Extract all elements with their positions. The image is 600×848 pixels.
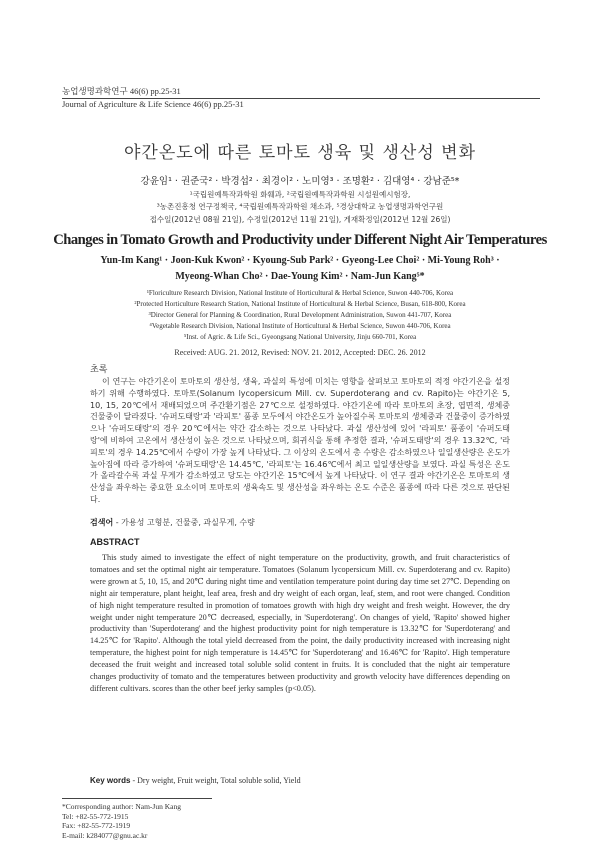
- affiliation-en-5: ⁵Inst. of Agric. & Life Sci., Gyeongsang National University, Jinju 660-701, Korea: [183, 333, 417, 341]
- keywords-kr-list: - 가용성 고형분, 건물중, 과실무게, 수량: [113, 518, 255, 527]
- affiliation-kr-2: ³농촌진흥청 연구정책국, ⁴국립원예특작과학원 채소과, ⁵경상대학교 농업생명과학연구원: [156, 202, 444, 211]
- title-en: Changes in Tomato Growth and Productivity under Different Night Air Temperatures: [53, 232, 547, 248]
- telephone: Tel: +82-55-772-1915: [62, 811, 129, 821]
- authors-en-line1: Yun-Im Kang¹ · Joon-Kuk Kwon² · Kyoung-Sub Park² · Gyeong-Lee Choi² · Mi-Young Roh³ ·: [100, 255, 500, 266]
- abstract-en: This study aimed to investigate the effect of night temperature on the productivity, growth, and fruit characteristics of tomatoes and set the optimal night air temperature. Tomatoes (Solanum lycopersicum Mill. cv. Superdoterang and cv. Rapito) were grown at 5, 10, 15, and 20℃ during night time and ventilation temperature point during day time set 27℃. Depending on night air temperature, plant height, leaf area, fresh and dry weight of each organ, leaf, stem, and root were changed. Condition of high night temperature resulted in promotion of tomatoes growth with high dry weight and fresh weight. However, the dry weight under night temperature 20℃ decreased, especially, in 'Superdoterang'. On changes of yield, 'Rapito' showed higher productivity than 'Superdoterang' and the highest productivity point for nigh temperature is 13.32℃ for 'Superdoterang' and 14.25℃ for 'Rapito'. Although the total yield decreased from the point, the daily productivity increased with increasing night temperature, the highest point for nigh temperature is 14.45℃ for 'Superdoterang' and 16.46℃ for 'Rapito'. High temperature deceased the fruit weight and increased total soluble solid content in fruits. It is concluded that the night air temperature changes productivity of tomato and the temperatures between productivity and growth velocity have differences depending on different cultivars. scores than the other beef jerky samples (p<0.05).: [90, 553, 510, 693]
- keywords-kr: [90, 517, 255, 528]
- email-link[interactable]: E-mail: k284077@gnu.ac.kr: [62, 830, 148, 840]
- received-dates: Received: AUG. 21. 2012, Revised: NOV. 21. 2012, Accepted: DEC. 26. 2012: [174, 348, 426, 357]
- keywords-kr-label: 검색어: [90, 518, 114, 527]
- keywords-en-label: Key words: [90, 776, 131, 785]
- affiliation-kr-1: ¹국립원예특작과학원 화훼과, ²국립원예특작과학원 시설원예시험장,: [189, 190, 411, 199]
- authors-kr: 강윤임¹ · 권준국² · 박경섭² · 최경이² · 노미영³ · 조명환² · 김대영⁴ · 강남준⁵*: [140, 176, 460, 187]
- authors-en-line2: Myeong-Whan Cho² · Dae-Young Kim² · Nam-Jun Kang⁵*: [175, 271, 425, 282]
- keywords-en: [90, 776, 301, 785]
- journal-name-en: Journal of Agriculture & Life Science 46(6) pp.25-31: [62, 99, 244, 109]
- keywords-en-list: - Dry weight, Fruit weight, Total soluble solid, Yield: [130, 776, 301, 785]
- affiliation-en-2: ²Protected Horticulture Research Station, National Institute of Horticultural & Herbal Science, Busan, 618-800, Korea: [134, 300, 466, 308]
- title-kr: 야간온도에 따른 토마토 생육 및 생산성 변화: [123, 143, 477, 163]
- affiliation-en-4: ⁴Vegetable Research Division, National Institute of Horticultural & Herbal Science, Suwon 440-706, Korea: [149, 322, 451, 330]
- affiliation-en-1: ¹Floriculture Research Division, National Institute of Horticultural & Herbal Science, Suwon 440-706, Korea: [146, 289, 454, 297]
- footnote: [62, 802, 181, 840]
- abstract-en-heading: ABSTRACT: [90, 537, 140, 547]
- footnote-rule: [62, 798, 212, 799]
- affiliation-en-3: ³Director General for Planning & Coordination, Rural Development Administration, Suwon 441-707, Korea: [148, 311, 452, 319]
- abstract-kr-heading: 초록: [90, 365, 108, 375]
- dates-kr: 접수일(2012년 08월 21일), 수정일(2012년 11월 21일), 게재확정일(2012년 12월 26일): [149, 215, 451, 224]
- fax: Fax: +82-55-772-1919: [62, 821, 131, 831]
- corresponding-author: *Corresponding author: Nam-Jun Kang: [62, 802, 181, 811]
- journal-name-kr: 농업생명과학연구 46(6) pp.25-31: [62, 86, 181, 96]
- abstract-kr: 이 연구는 야간기온이 토마토의 생산성, 생육, 과실의 특성에 미치는 영향을 살펴보고 토마토의 적정 야간기온을 설정하기 위해 수행하였다. 토마토(Solanum lycopersicum Mill. cv. Superdoterang and cv. Rapito)는 야간기온 5, 10, 15, 20℃에서 재배되었으며 주간환기점은 27℃으로 설정하였다. 야간기온에 따라 토마토의 초장, 엽면적, 생체중 건물중이 달라졌다. '슈퍼도태랑'과 '라피토' 품종 모두에서 야간온도가 높아질수록 토마토의 생체중과 건물중이 증가하였으나 '슈퍼도태랑'의 경우 20℃에서는 약간 감소하는 것으로 나타났다. 과실 생산성에 있어 '라피토' 품종이 '슈퍼도태랑'에 비하여 고온에서 생산성이 높은 것으로 나타났으며, 회귀식을 통해 추정한 결과, '슈퍼도태랑'의 경우 13.32℃, '라피토'의 경우 14.25℃에서 수량이 가장 높게 나타났다. 그 이상의 온도에서 총 수량은 감소하였으나 일일생산량은 온도가 높아짐에 따라 증가하여 '슈퍼도태랑'은 14.45℃, '라피토'는 16.46℃에서 최고 일일생산량을 보였다. 과실 특성은 온도가 올라갈수록 과실 무게가 감소하였고 당도는 야간기온 15℃에서 높게 나타났다. 이 연구 결과 야간기온은 토마토의 생산성을 좌우하는 중요한 요소이며 토마토의 생육속도 및 생산성을 좌우하는 온도 수준은 품종에 따라 다른 것으로 판단된다.: [90, 377, 510, 504]
